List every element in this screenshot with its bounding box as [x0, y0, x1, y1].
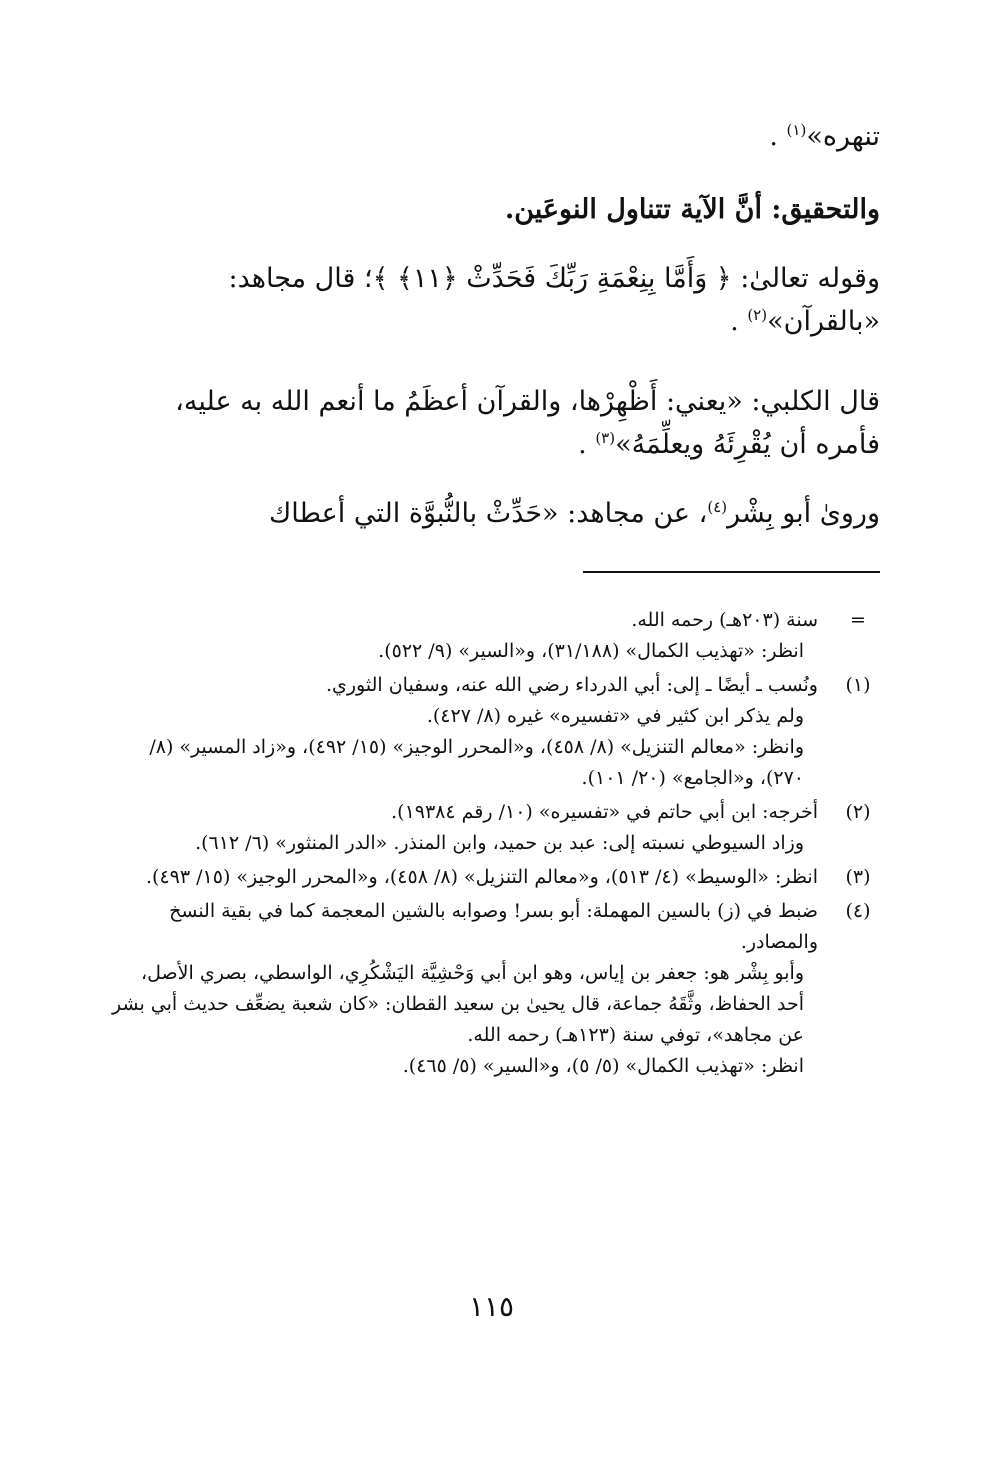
paragraph-4-text: قال الكلبي: «يعني: أَظْهِرْها، والقرآن أعظَمُ ما أنعم الله به عليه، فأمره أن يُقْرِئَهُ ويعلِّمَهُ» [175, 386, 880, 460]
paragraph-1-text: تنهره» [806, 121, 880, 152]
paragraph-4-end: . [578, 429, 587, 460]
paragraph-3-end: . [730, 306, 739, 337]
footnote-ref-4: (٤) [707, 498, 728, 516]
paragraph-5-text-a: وروىٰ أبو بِشْر [727, 498, 880, 529]
main-text-2 [110, 188, 880, 231]
footnote-line: سنة (٢٠٣هـ) رحمه الله. [631, 609, 818, 631]
footnote-separator [583, 571, 880, 573]
footnote-marker: (٣) [845, 866, 871, 888]
footnote-marker: (٤) [845, 900, 871, 922]
main-text [110, 115, 880, 158]
paragraph-3-text: وقوله تعالىٰ: ﴿ وَأَمَّا بِنِعْمَةِ رَبِّكَ فَحَدِّثْ ﴿١١﴾ ﴾؛ قال مجاهد: «بالقرآن» [228, 263, 880, 337]
footnote-marker: (١) [845, 674, 871, 696]
footnote-line: وانظر: «معالم التنزيل» (٨/ ٤٥٨)، و«المحرر الوجيز» (١٥/ ٤٩٢)، و«زاد المسير» (٨/ ٢٧٠)، و«الجامع» (٢٠/ ١٠١). [149, 736, 804, 789]
main-text-4 [110, 380, 880, 466]
footnote-marker: (٢) [845, 801, 871, 823]
footnote-line: ضبط في (ز) بالسين المهملة: أبو بسر! وصوابه بالشين المعجمة كما في بقية النسخ والمصادر. [169, 900, 818, 953]
main-text-5 [110, 492, 880, 535]
paragraph-5 [110, 492, 880, 535]
paragraph-5-text-b: ، عن مجاهد: «حَدِّثْ بالنُّبوَّة التي أعطاك [269, 498, 708, 529]
footnote-line: أخرجه: ابن أبي حاتم في «تفسيره» (١٠/ رقم ١٩٣٨٤). [391, 801, 818, 823]
paragraph-3 [110, 257, 880, 343]
footnote-marker: = [850, 609, 866, 631]
footnote-ref-3: (٣) [595, 429, 616, 447]
footnote-line: ونُسب ـ أيضًا ـ إلى: أبي الدرداء رضي الله عنه، وسفيان الثوري. [325, 674, 818, 696]
paragraph-2: والتحقيق: أنَّ الآية تتناول النوعَين. [504, 194, 880, 225]
footnote-1 [110, 670, 880, 794]
footnote-line: انظر: «الوسيط» (٤/ ٥١٣)، و«معالم التنزيل» (٨/ ٤٥٨)، و«المحرر الوجيز» (١٥/ ٤٩٣). [146, 866, 818, 888]
footnote-line: انظر: «تهذيب الكمال» (٥/ ٥)، و«السير» (٥/ ٤٦٥). [402, 1055, 804, 1077]
footnote-line: وزاد السيوطي نسبته إلى: عبد بن حميد، وابن المنذر. «الدر المنثور» (٦/ ٦١٢). [195, 832, 804, 854]
page-number: ١١٥ [468, 1290, 515, 1323]
footnote-line: انظر: «تهذيب الكمال» (٣١/١٨٨)، و«السير» (٩/ ٥٢٢). [378, 640, 804, 662]
main-text-3 [110, 257, 880, 343]
paragraph-4 [110, 380, 880, 466]
footnote-4 [110, 896, 880, 1082]
footnote-ref-2: (٢) [747, 306, 768, 324]
footnote-ref-1: (١) [786, 121, 807, 139]
footnote-line: وأبو بِشْر هو: جعفر بن إياس، وهو ابن أبي وَحْشِيَّة اليَشْكُرِي، الواسطي، بصري الأصل، أحد الحفاظ، وثَّقَهُ جماعة، قال يحيىٰ بن سعيد القطان: «كان شعبة يضعِّف حديث أبي بشر عن مجاهد»، توفي سنة (١٢٣هـ) رحمه الله. [112, 962, 804, 1046]
footnote-continued [110, 605, 880, 667]
paragraph-1-end: . [769, 121, 778, 152]
footnote-3 [110, 862, 880, 893]
footnotes [110, 605, 880, 1085]
footnote-line: ولم يذكر ابن كثير في «تفسيره» غيره (٨/ ٤٢٧). [426, 705, 804, 727]
paragraph-1 [110, 115, 880, 158]
footnote-2 [110, 797, 880, 859]
